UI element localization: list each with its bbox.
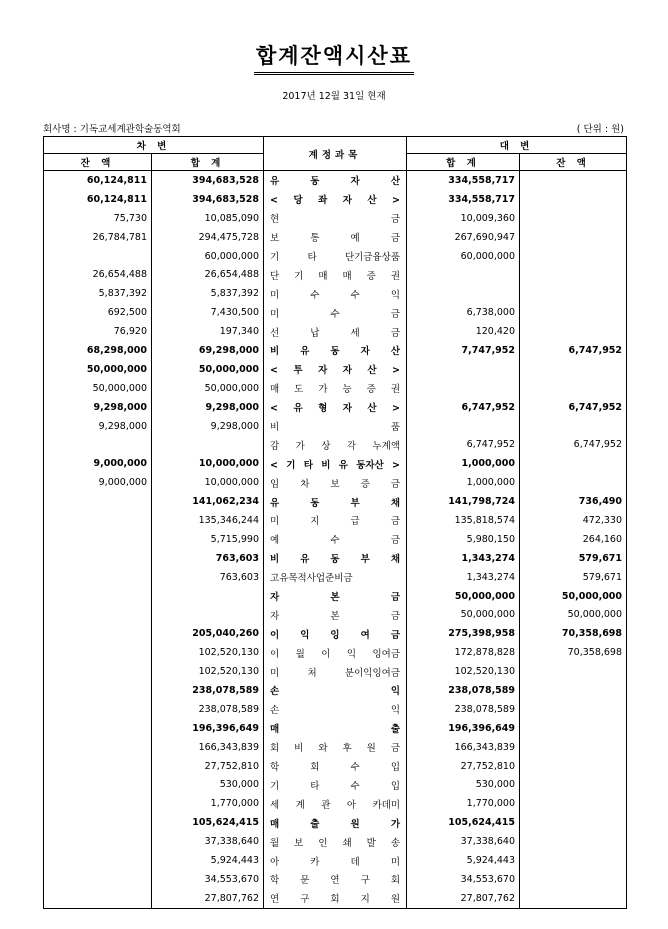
credit-balance-cell: 736,490 (520, 492, 627, 511)
debit-balance-cell: 75,730 (44, 209, 152, 228)
debit-total-cell (152, 435, 264, 454)
table-row (44, 813, 627, 832)
account-name-cell: 자 본 금 (264, 587, 407, 606)
credit-total-cell: 5,980,150 (407, 530, 520, 549)
debit-balance-cell (44, 700, 152, 719)
debit-balance-cell (44, 681, 152, 700)
debit-total-cell: 238,078,589 (152, 700, 264, 719)
credit-balance-cell (520, 832, 627, 851)
debit-total-cell: 50,000,000 (152, 379, 264, 398)
debit-total-cell: 5,924,443 (152, 851, 264, 870)
credit-balance-cell: 6,747,952 (520, 435, 627, 454)
credit-total-cell: 105,624,415 (407, 813, 520, 832)
account-name-cell: 매 출 (264, 719, 407, 738)
debit-total-header: 합 계 (152, 154, 264, 171)
credit-total-cell: 141,798,724 (407, 492, 520, 511)
credit-total-cell: 1,343,274 (407, 568, 520, 587)
debit-total-cell: 1,770,000 (152, 794, 264, 813)
debit-balance-cell: 5,837,392 (44, 284, 152, 303)
table-row (44, 832, 627, 851)
credit-total-cell: 238,078,589 (407, 681, 520, 700)
credit-balance-cell (520, 209, 627, 228)
credit-total-cell: 1,770,000 (407, 794, 520, 813)
table-row (44, 794, 627, 813)
debit-total-cell: 102,520,130 (152, 643, 264, 662)
credit-balance-cell: 70,358,698 (520, 624, 627, 643)
debit-balance-cell (44, 889, 152, 908)
table-row (44, 341, 627, 360)
debit-total-cell: 530,000 (152, 776, 264, 795)
credit-total-cell: 60,000,000 (407, 247, 520, 266)
account-name-cell: 현 금 (264, 209, 407, 228)
credit-total-cell: 7,747,952 (407, 341, 520, 360)
table-row (44, 643, 627, 662)
debit-balance-cell (44, 776, 152, 795)
credit-total-cell: 27,807,762 (407, 889, 520, 908)
credit-total-cell: 6,747,952 (407, 435, 520, 454)
account-name-cell: 미 처 분이익잉여금 (264, 662, 407, 681)
debit-balance-cell (44, 813, 152, 832)
account-name-cell: 미 수 금 (264, 303, 407, 322)
table-row (44, 492, 627, 511)
table-row (44, 851, 627, 870)
account-name-cell: 아 카 데 미 (264, 851, 407, 870)
credit-total-cell: 6,747,952 (407, 398, 520, 417)
debit-balance-cell: 9,000,000 (44, 473, 152, 492)
credit-balance-cell (520, 700, 627, 719)
credit-balance-cell (520, 738, 627, 757)
credit-total-cell: 120,420 (407, 322, 520, 341)
account-name-cell: 손 익 (264, 700, 407, 719)
debit-total-cell: 394,683,528 (152, 171, 264, 190)
account-name-cell: 임 차 보 증 금 (264, 473, 407, 492)
table-row (44, 662, 627, 681)
debit-balance-cell: 50,000,000 (44, 379, 152, 398)
account-name-cell: 이 익 잉 여 금 (264, 624, 407, 643)
debit-balance-cell (44, 832, 152, 851)
debit-total-cell (152, 605, 264, 624)
account-name-cell: 기 타 단기금융상품 (264, 247, 407, 266)
debit-total-cell: 763,603 (152, 568, 264, 587)
credit-balance-cell: 50,000,000 (520, 587, 627, 606)
credit-total-cell (407, 379, 520, 398)
credit-total-cell: 34,553,670 (407, 870, 520, 889)
debit-balance-cell (44, 587, 152, 606)
table-row (44, 530, 627, 549)
account-name-cell: 고유목적사업준비금 (264, 568, 407, 587)
debit-total-cell: 10,000,000 (152, 473, 264, 492)
debit-total-cell: 197,340 (152, 322, 264, 341)
credit-total-cell: 37,338,640 (407, 832, 520, 851)
table-row (44, 757, 627, 776)
debit-balance-cell (44, 851, 152, 870)
credit-total-cell: 6,738,000 (407, 303, 520, 322)
table-row (44, 228, 627, 247)
credit-balance-cell (520, 303, 627, 322)
credit-balance-cell (520, 228, 627, 247)
credit-balance-cell (520, 284, 627, 303)
credit-balance-cell: 50,000,000 (520, 605, 627, 624)
debit-total-cell: 141,062,234 (152, 492, 264, 511)
table-row (44, 171, 627, 190)
account-name-cell: 비 유 동 부 채 (264, 549, 407, 568)
debit-balance-cell: 26,654,488 (44, 265, 152, 284)
debit-balance-cell: 692,500 (44, 303, 152, 322)
debit-total-cell: 34,553,670 (152, 870, 264, 889)
table-row (44, 417, 627, 436)
debit-balance-cell: 9,000,000 (44, 454, 152, 473)
debit-balance-cell (44, 719, 152, 738)
credit-total-cell: 102,520,130 (407, 662, 520, 681)
debit-total-cell: 763,603 (152, 549, 264, 568)
credit-balance-cell (520, 870, 627, 889)
account-name-cell: 기 타 수 입 (264, 776, 407, 795)
credit-balance-cell: 472,330 (520, 511, 627, 530)
credit-balance-cell (520, 794, 627, 813)
credit-total-cell (407, 265, 520, 284)
account-name-cell: 월 보 인 쇄 발 송 (264, 832, 407, 851)
debit-balance-cell (44, 870, 152, 889)
unit-label: ( 단위 : 원) (576, 124, 624, 135)
credit-balance-cell (520, 662, 627, 681)
debit-total-cell: 27,807,762 (152, 889, 264, 908)
credit-balance-cell (520, 322, 627, 341)
credit-balance-header: 잔 액 (520, 154, 627, 171)
credit-total-cell: 530,000 (407, 776, 520, 795)
credit-total-cell: 27,752,810 (407, 757, 520, 776)
account-name-cell: < 투 자 자 산 > (264, 360, 407, 379)
credit-total-cell: 50,000,000 (407, 605, 520, 624)
debit-balance-cell: 68,298,000 (44, 341, 152, 360)
credit-balance-cell: 70,358,698 (520, 643, 627, 662)
table-row (44, 190, 627, 209)
debit-total-cell: 205,040,260 (152, 624, 264, 643)
table-row (44, 473, 627, 492)
debit-balance-cell: 60,124,811 (44, 190, 152, 209)
debit-total-cell: 394,683,528 (152, 190, 264, 209)
debit-total-cell: 9,298,000 (152, 417, 264, 436)
credit-balance-cell (520, 190, 627, 209)
account-name-cell: 학 문 연 구 회 (264, 870, 407, 889)
debit-total-cell: 105,624,415 (152, 813, 264, 832)
account-name-cell: 미 수 수 익 (264, 284, 407, 303)
table-row (44, 379, 627, 398)
account-name-cell: 매 출 원 가 (264, 813, 407, 832)
credit-balance-cell (520, 454, 627, 473)
credit-balance-cell (520, 851, 627, 870)
debit-total-cell: 10,000,000 (152, 454, 264, 473)
table-row (44, 889, 627, 908)
credit-total-cell (407, 417, 520, 436)
debit-total-cell: 37,338,640 (152, 832, 264, 851)
account-header: 계정과목 (264, 137, 407, 171)
credit-total-cell: 267,690,947 (407, 228, 520, 247)
account-name-cell: 회 비 와 후 원 금 (264, 738, 407, 757)
debit-header: 차 변 (44, 137, 264, 154)
debit-balance-cell: 50,000,000 (44, 360, 152, 379)
account-name-cell: 비 품 (264, 417, 407, 436)
table-row (44, 776, 627, 795)
credit-balance-cell (520, 681, 627, 700)
credit-total-cell: 1,343,274 (407, 549, 520, 568)
debit-balance-cell (44, 624, 152, 643)
debit-balance-cell (44, 435, 152, 454)
table-row (44, 435, 627, 454)
credit-balance-cell (520, 776, 627, 795)
debit-total-cell: 7,430,500 (152, 303, 264, 322)
table-row (44, 398, 627, 417)
credit-balance-cell (520, 889, 627, 908)
debit-balance-cell (44, 605, 152, 624)
debit-balance-cell: 9,298,000 (44, 398, 152, 417)
debit-total-cell: 9,298,000 (152, 398, 264, 417)
table-row (44, 284, 627, 303)
debit-total-cell: 60,000,000 (152, 247, 264, 266)
credit-balance-cell (520, 473, 627, 492)
credit-total-cell (407, 284, 520, 303)
table-row (44, 700, 627, 719)
credit-total-header: 합 계 (407, 154, 520, 171)
debit-total-cell: 26,654,488 (152, 265, 264, 284)
credit-total-cell: 1,000,000 (407, 473, 520, 492)
credit-total-cell: 275,398,958 (407, 624, 520, 643)
table-row (44, 511, 627, 530)
debit-total-cell: 102,520,130 (152, 662, 264, 681)
trial-balance-table (43, 136, 627, 909)
table-row (44, 265, 627, 284)
debit-total-cell: 196,396,649 (152, 719, 264, 738)
account-name-cell: 유 동 자 산 (264, 171, 407, 190)
table-row (44, 209, 627, 228)
credit-total-cell: 1,000,000 (407, 454, 520, 473)
company-name: 회사명 : 기독교세계관학술동역회 (43, 124, 181, 135)
account-name-cell: 세 계 관 아 카데미 (264, 794, 407, 813)
account-name-cell: 손 익 (264, 681, 407, 700)
debit-balance-cell (44, 568, 152, 587)
credit-balance-cell: 6,747,952 (520, 341, 627, 360)
table-row (44, 719, 627, 738)
debit-total-cell: 135,346,244 (152, 511, 264, 530)
debit-balance-cell (44, 549, 152, 568)
debit-total-cell: 69,298,000 (152, 341, 264, 360)
credit-balance-cell: 579,671 (520, 568, 627, 587)
account-name-cell: < 유 형 자 산 > (264, 398, 407, 417)
table-row (44, 587, 627, 606)
debit-total-cell: 27,752,810 (152, 757, 264, 776)
account-name-cell: 단 기 매 매 증 권 (264, 265, 407, 284)
debit-balance-cell (44, 492, 152, 511)
table-row (44, 870, 627, 889)
account-name-cell: 감 가 상 각 누계액 (264, 435, 407, 454)
debit-balance-cell (44, 662, 152, 681)
credit-balance-cell (520, 719, 627, 738)
account-name-cell: 비 유 동 자 산 (264, 341, 407, 360)
credit-balance-cell (520, 813, 627, 832)
credit-header: 대 변 (407, 137, 627, 154)
account-name-cell: 연 구 회 지 원 (264, 889, 407, 908)
debit-total-cell: 50,000,000 (152, 360, 264, 379)
debit-balance-cell (44, 511, 152, 530)
table-row (44, 681, 627, 700)
debit-balance-cell: 76,920 (44, 322, 152, 341)
debit-total-cell: 294,475,728 (152, 228, 264, 247)
table-row (44, 247, 627, 266)
account-name-cell: 예 수 금 (264, 530, 407, 549)
credit-balance-cell (520, 379, 627, 398)
account-name-cell: 유 동 부 채 (264, 492, 407, 511)
table-row (44, 549, 627, 568)
account-name-cell: 이 월 이 익 잉여금 (264, 643, 407, 662)
credit-total-cell: 135,818,574 (407, 511, 520, 530)
account-name-cell: 선 납 세 금 (264, 322, 407, 341)
account-name-cell: 매 도 가 능 증 권 (264, 379, 407, 398)
credit-balance-cell: 579,671 (520, 549, 627, 568)
credit-total-cell: 334,558,717 (407, 171, 520, 190)
table-row (44, 454, 627, 473)
debit-balance-cell (44, 738, 152, 757)
credit-total-cell: 196,396,649 (407, 719, 520, 738)
table-row (44, 738, 627, 757)
credit-total-cell: 172,878,828 (407, 643, 520, 662)
account-name-cell: 미 지 급 금 (264, 511, 407, 530)
credit-total-cell: 10,009,360 (407, 209, 520, 228)
credit-total-cell: 5,924,443 (407, 851, 520, 870)
table-row (44, 624, 627, 643)
report-date: 2017년 12월 31일 현재 (282, 91, 386, 102)
credit-total-cell: 238,078,589 (407, 700, 520, 719)
debit-balance-header: 잔 액 (44, 154, 152, 171)
debit-total-cell: 166,343,839 (152, 738, 264, 757)
account-name-cell: < 당 좌 자 산 > (264, 190, 407, 209)
table-row (44, 322, 627, 341)
credit-total-cell: 166,343,839 (407, 738, 520, 757)
debit-balance-cell: 60,124,811 (44, 171, 152, 190)
credit-total-cell (407, 360, 520, 379)
debit-total-cell: 5,715,990 (152, 530, 264, 549)
credit-total-cell: 50,000,000 (407, 587, 520, 606)
debit-total-cell: 10,085,090 (152, 209, 264, 228)
credit-balance-cell: 6,747,952 (520, 398, 627, 417)
debit-balance-cell (44, 247, 152, 266)
debit-balance-cell (44, 643, 152, 662)
credit-balance-cell (520, 360, 627, 379)
debit-total-cell (152, 587, 264, 606)
debit-balance-cell: 9,298,000 (44, 417, 152, 436)
debit-balance-cell (44, 757, 152, 776)
account-name-cell: < 기 타 비 유 동자산 > (264, 454, 407, 473)
account-name-cell: 학 회 수 입 (264, 757, 407, 776)
debit-balance-cell (44, 530, 152, 549)
table-row (44, 568, 627, 587)
debit-total-cell: 5,837,392 (152, 284, 264, 303)
credit-balance-cell (520, 247, 627, 266)
credit-balance-cell (520, 417, 627, 436)
table-row (44, 303, 627, 322)
credit-balance-cell (520, 757, 627, 776)
debit-total-cell: 238,078,589 (152, 681, 264, 700)
table-row (44, 605, 627, 624)
report-title: 합계잔액시산표 (0, 40, 668, 75)
credit-balance-cell: 264,160 (520, 530, 627, 549)
account-name-cell: 자 본 금 (264, 605, 407, 624)
credit-balance-cell (520, 265, 627, 284)
debit-balance-cell: 26,784,781 (44, 228, 152, 247)
credit-total-cell: 334,558,717 (407, 190, 520, 209)
credit-balance-cell (520, 171, 627, 190)
debit-balance-cell (44, 794, 152, 813)
account-name-cell: 보 통 예 금 (264, 228, 407, 247)
table-body (44, 171, 627, 909)
table-row (44, 360, 627, 379)
